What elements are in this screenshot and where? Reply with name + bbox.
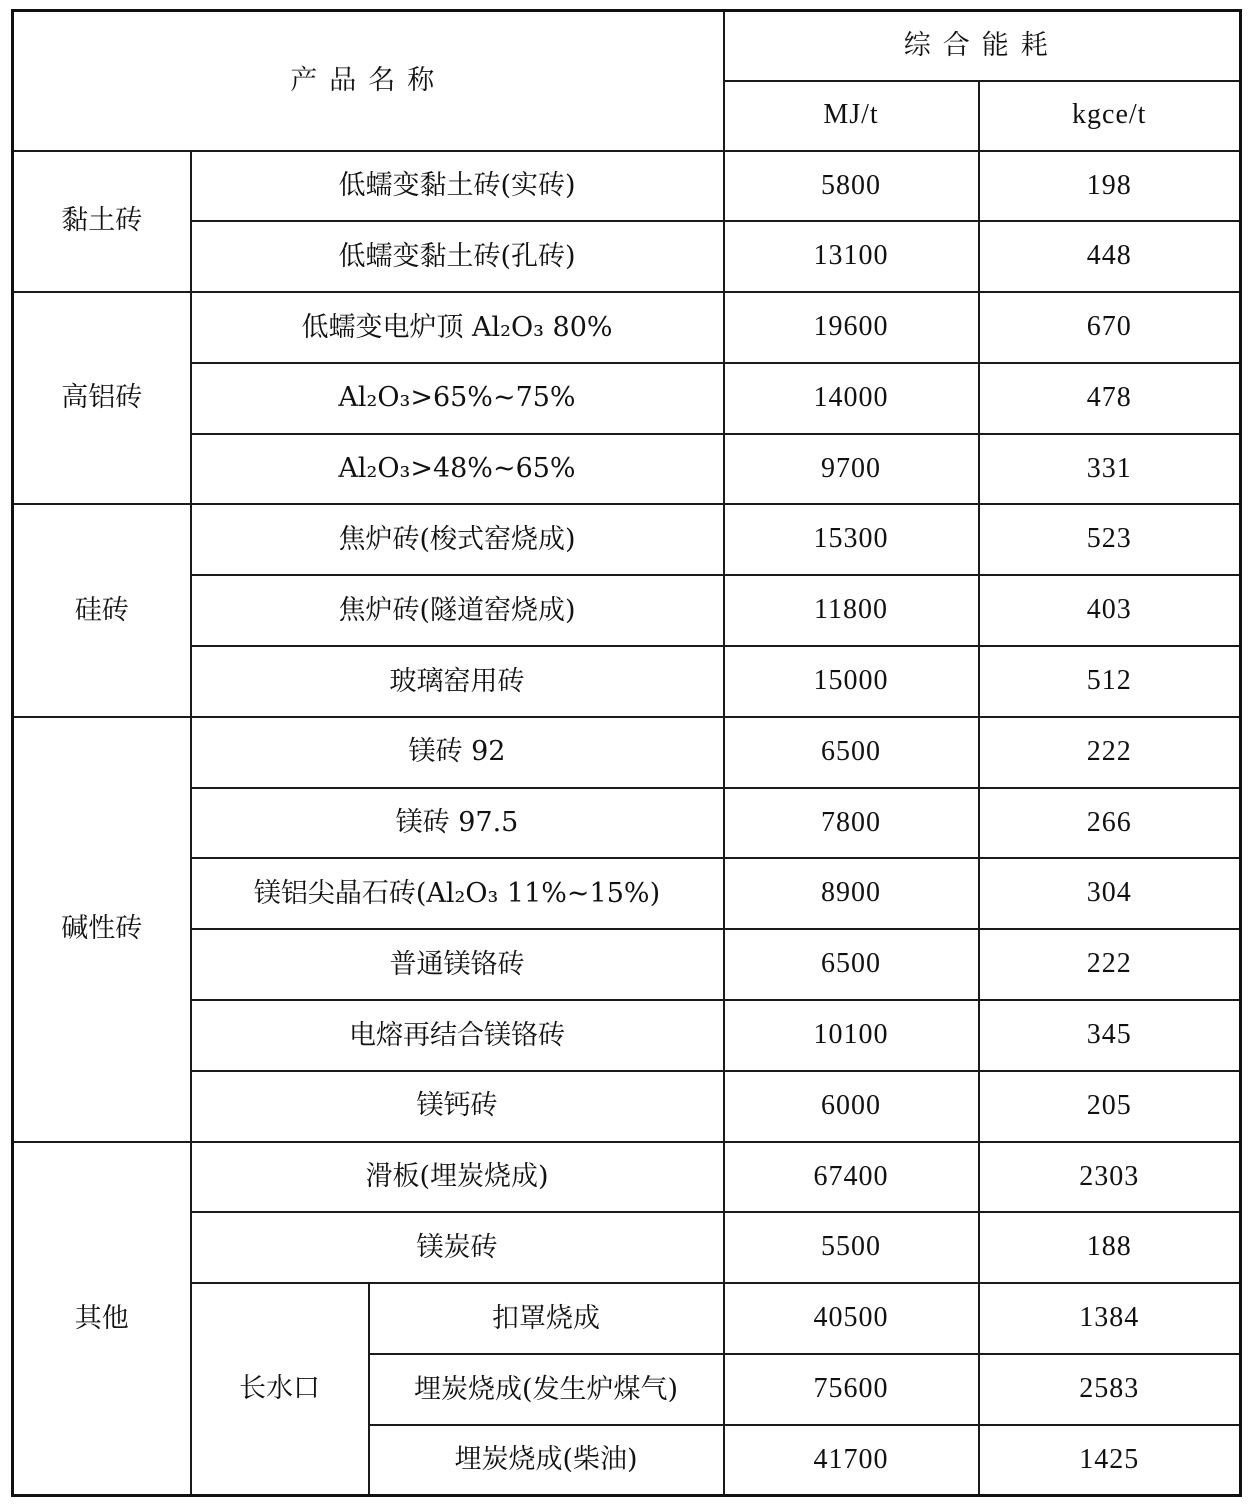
product-name-cell: 扣罩烧成	[369, 1283, 724, 1354]
mj-value-cell: 6500	[724, 717, 979, 788]
table-row	[13, 434, 1241, 505]
kgce-value-cell: 403	[979, 575, 1241, 646]
mj-value-cell: 6500	[724, 929, 979, 1000]
header-product-name: 产品名称	[13, 11, 724, 151]
category-cell: 黏土砖	[13, 151, 191, 293]
product-name-cell: 滑板(埋炭烧成)	[191, 1142, 724, 1213]
product-name-cell: 低蠕变黏土砖(实砖)	[191, 151, 724, 222]
table-row	[13, 504, 1241, 575]
product-name-cell: 镁铝尖晶石砖(Al₂O₃ 11%~15%)	[191, 858, 724, 929]
kgce-value-cell: 670	[979, 292, 1241, 363]
table-row	[13, 929, 1241, 1000]
product-name-cell: 镁砖 92	[191, 717, 724, 788]
product-name-cell: 电熔再结合镁铬砖	[191, 1000, 724, 1071]
kgce-value-cell: 188	[979, 1212, 1241, 1283]
category-cell: 碱性砖	[13, 717, 191, 1142]
kgce-value-cell: 222	[979, 929, 1241, 1000]
table-row	[13, 788, 1241, 859]
product-name-cell: 镁砖 97.5	[191, 788, 724, 859]
mj-value-cell: 6000	[724, 1071, 979, 1142]
kgce-value-cell: 512	[979, 646, 1241, 717]
mj-value-cell: 7800	[724, 788, 979, 859]
product-name-cell: 低蠕变电炉顶 Al₂O₃ 80%	[191, 292, 724, 363]
mj-value-cell: 5800	[724, 151, 979, 222]
kgce-value-cell: 222	[979, 717, 1241, 788]
table-row	[13, 151, 1241, 222]
kgce-value-cell: 345	[979, 1000, 1241, 1071]
table-row	[13, 858, 1241, 929]
product-name-cell: 焦炉砖(梭式窑烧成)	[191, 504, 724, 575]
table-row	[13, 1212, 1241, 1283]
kgce-value-cell: 2303	[979, 1142, 1241, 1213]
product-name-cell: 低蠕变黏土砖(孔砖)	[191, 221, 724, 292]
category-cell: 硅砖	[13, 504, 191, 716]
kgce-value-cell: 1384	[979, 1283, 1241, 1354]
mj-value-cell: 14000	[724, 363, 979, 434]
energy-consumption-table	[11, 9, 1242, 1497]
mj-value-cell: 15300	[724, 504, 979, 575]
kgce-value-cell: 198	[979, 151, 1241, 222]
mj-value-cell: 15000	[724, 646, 979, 717]
header-unit-mj: MJ/t	[724, 81, 979, 151]
mj-value-cell: 67400	[724, 1142, 979, 1213]
product-name-cell: Al₂O₃>65%~75%	[191, 363, 724, 434]
product-name-cell: 埋炭烧成(柴油)	[369, 1425, 724, 1496]
product-name-cell: Al₂O₃>48%~65%	[191, 434, 724, 505]
kgce-value-cell: 448	[979, 221, 1241, 292]
table-row	[13, 1000, 1241, 1071]
kgce-value-cell: 2583	[979, 1354, 1241, 1425]
table-row	[13, 221, 1241, 292]
product-name-cell: 普通镁铬砖	[191, 929, 724, 1000]
header-unit-kgce: kgce/t	[979, 81, 1241, 151]
table-row	[13, 575, 1241, 646]
table-row	[13, 646, 1241, 717]
product-name-cell: 镁炭砖	[191, 1212, 724, 1283]
kgce-value-cell: 478	[979, 363, 1241, 434]
kgce-value-cell: 266	[979, 788, 1241, 859]
mj-value-cell: 8900	[724, 858, 979, 929]
mj-value-cell: 40500	[724, 1283, 979, 1354]
table-row	[13, 363, 1241, 434]
kgce-value-cell: 523	[979, 504, 1241, 575]
mj-value-cell: 41700	[724, 1425, 979, 1496]
kgce-value-cell: 1425	[979, 1425, 1241, 1496]
mj-value-cell: 19600	[724, 292, 979, 363]
table-row	[13, 292, 1241, 363]
mj-value-cell: 10100	[724, 1000, 979, 1071]
product-name-cell: 玻璃窑用砖	[191, 646, 724, 717]
product-name-cell: 镁钙砖	[191, 1071, 724, 1142]
category-cell: 高铝砖	[13, 292, 191, 504]
product-name-cell: 埋炭烧成(发生炉煤气)	[369, 1354, 724, 1425]
mj-value-cell: 5500	[724, 1212, 979, 1283]
table-row	[13, 717, 1241, 788]
table-row	[13, 1071, 1241, 1142]
subcategory-cell: 长水口	[191, 1283, 369, 1495]
mj-value-cell: 9700	[724, 434, 979, 505]
kgce-value-cell: 304	[979, 858, 1241, 929]
kgce-value-cell: 205	[979, 1071, 1241, 1142]
mj-value-cell: 75600	[724, 1354, 979, 1425]
mj-value-cell: 13100	[724, 221, 979, 292]
product-name-cell: 焦炉砖(隧道窑烧成)	[191, 575, 724, 646]
header-energy: 综合能耗	[724, 11, 1241, 81]
table-row	[13, 1142, 1241, 1213]
table-row	[13, 1283, 1241, 1354]
kgce-value-cell: 331	[979, 434, 1241, 505]
mj-value-cell: 11800	[724, 575, 979, 646]
category-cell: 其他	[13, 1142, 191, 1496]
